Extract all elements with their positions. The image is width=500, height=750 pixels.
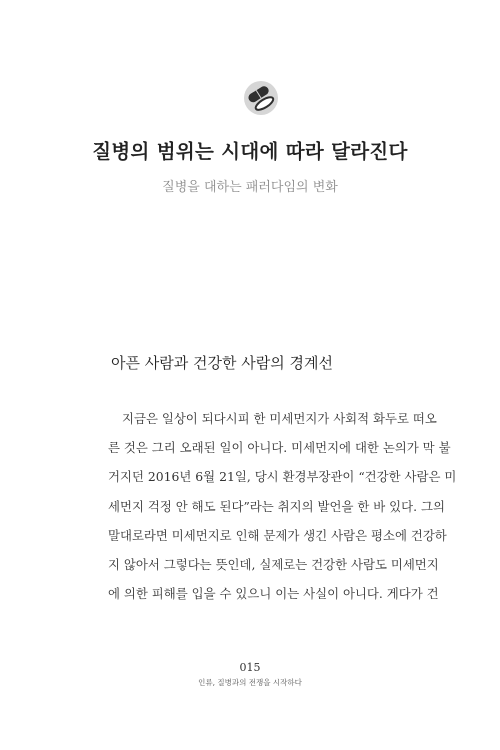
body-line: 에 의한 피해를 입을 수 있으니 이는 사실이 아니다. 게다가 건 [108,586,439,602]
body-line: 지금은 일상이 되다시피 한 미세먼지가 사회적 화두로 떠오 [122,411,437,426]
page-number: 015 [239,661,261,674]
section-heading: 아픈 사람과 건강한 사람의 경계선 [111,354,333,372]
chapter-title: 질병의 범위는 시대에 따라 달라진다 [92,140,408,163]
body-line: 거지던 2016년 6월 21일, 당시 환경부장관이 “건강한 사람은 미 [108,469,457,485]
body-line: 세먼지 걱정 안 해도 된다”라는 취지의 발언을 한 바 있다. 그의 [108,498,445,514]
body-line: 지 않아서 그렇다는 뜻인데, 실제로는 건강한 사람도 미세먼지 [108,556,439,572]
body-line: 말대로라면 미세먼지로 인해 문제가 생긴 사람은 평소에 건강하 [108,527,447,543]
pill-capsule-icon [243,80,279,116]
chapter-subtitle: 질병을 대하는 패러다임의 변화 [162,180,338,195]
running-footer: 인류, 질병과의 전쟁을 시작하다 [198,678,302,687]
body-text [108,409,457,613]
body-line: 른 것은 그리 오래된 일이 아니다. 미세먼지에 대한 논의가 막 불 [108,440,451,456]
